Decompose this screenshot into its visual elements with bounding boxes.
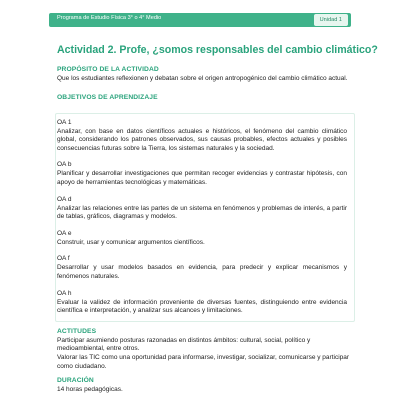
objective-code: OA b xyxy=(57,161,72,169)
objective-text: Evaluar la validez de información proveniente de diversas fuentes, distinguiendo entre evidencia científica e interpretación, y analizar sus alcances y limitaciones. xyxy=(57,298,347,315)
objective-text: Analizar las relaciones entre las partes de un sistema en fenómenos y problemas de interés, a partir de tablas, gráficos, diagramas y modelos. xyxy=(57,204,347,221)
unit-badge: Unidad 1 xyxy=(314,14,348,26)
actitud-line: Participar asumiendo posturas razonadas en distintos ámbitos: cultural, social, político y medioambiental, entre otros. xyxy=(57,336,311,353)
objective-code: OA h xyxy=(57,289,72,297)
activity-title: Actividad 2. Profe, ¿somos responsables del cambio climático? xyxy=(57,44,378,56)
objective-text: Construir, usar y comunicar argumentos científicos. xyxy=(57,238,205,246)
objective-item xyxy=(57,119,347,154)
actitudes-section xyxy=(57,328,353,371)
objective-item xyxy=(57,161,347,187)
objective-item xyxy=(57,255,347,281)
objective-item xyxy=(57,196,347,222)
actitudes-heading: ACTITUDES xyxy=(57,327,97,335)
objective-item xyxy=(57,230,347,248)
objective-code: OA f xyxy=(57,255,70,263)
duracion-heading: DURACIÓN xyxy=(57,377,94,385)
objetivos-heading: OBJETIVOS DE APRENDIZAJE xyxy=(57,93,158,101)
objective-code: OA e xyxy=(57,229,72,237)
activity-content xyxy=(57,44,378,395)
program-title: Programa de Estudio Física 3° o 4° Medio xyxy=(57,15,162,21)
page-header xyxy=(0,0,400,32)
actitud-line: Valorar las TIC como una oportunidad para informarse, investigar, socializar, comunicarse y participar como ciudadano. xyxy=(57,353,350,370)
proposito-text: Que los estudiantes reflexionen y debatan sobre el origen antropogénico del cambio climático actual. xyxy=(57,75,348,82)
objective-item xyxy=(57,290,347,316)
objective-code: OA d xyxy=(57,195,72,203)
proposito-heading: PROPÓSITO DE LA ACTIVIDAD xyxy=(57,66,159,73)
objective-text: Desarrollar y usar modelos basados en evidencia, para predecir y explicar mecanismos y fenómenos naturales. xyxy=(57,264,347,280)
objetivos-section xyxy=(57,94,353,322)
objective-text: Analizar, con base en datos científicos actuales e históricos, el fenómeno del cambio climático global, considerando los patrones observados, sus causas probables, efectos actuales y posibles consecuencias futuras sobre la Tierra, los sistemas naturales y la sociedad. xyxy=(57,127,347,152)
duracion-section xyxy=(57,377,353,395)
duracion-text: 14 horas pedagógicas. xyxy=(57,386,123,394)
proposito-section xyxy=(57,66,353,84)
objective-code: OA 1 xyxy=(57,118,72,126)
program-banner xyxy=(49,13,351,27)
objetivos-box xyxy=(57,113,353,322)
objective-text: Planificar y desarrollar investigaciones que permitan recoger evidencias y contrastar hipótesis, con apoyo de herramientas tecnológicas y matemáticas. xyxy=(57,170,347,186)
